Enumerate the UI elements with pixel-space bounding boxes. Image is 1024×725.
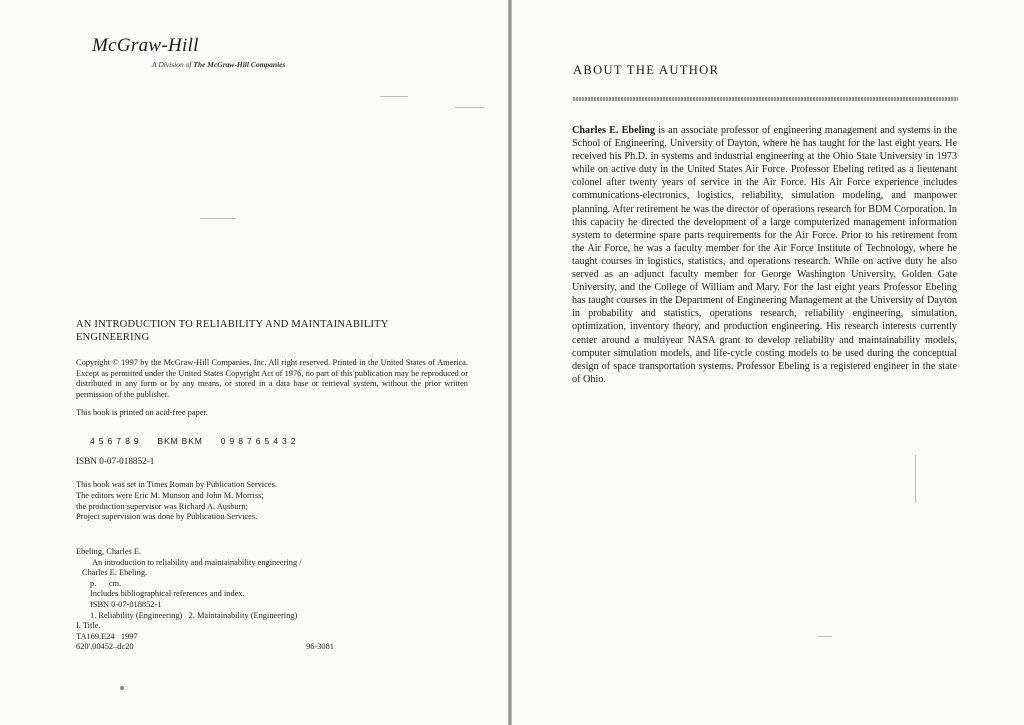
production-line: The editors were Eric M. Munson and John M. Morriss;	[76, 490, 264, 500]
production-line: This book was set in Times Roman by Publication Services.	[76, 480, 277, 489]
production-line: Project supervision was done by Publication Services.	[76, 512, 258, 522]
book-title-line-1: AN INTRODUCTION TO RELIABILITY AND MAINTAINABILITY	[76, 319, 389, 330]
scan-artifact	[120, 686, 124, 690]
cip-isbn: ISBN 0-07-018852-1	[90, 599, 162, 609]
cip-dewey-row	[76, 642, 334, 653]
publisher-division	[152, 60, 285, 69]
cip-dewey: 620'.00452–dc20	[76, 642, 134, 652]
book-title-line-2: ENGINEERING	[76, 332, 150, 343]
acid-free-note: This book is printed on acid-free paper.	[76, 408, 208, 417]
about-author-heading: ABOUT THE AUTHOR	[573, 63, 720, 77]
cip-lc-number: TA169.E24 1997	[76, 631, 138, 641]
scan-artifact	[200, 218, 236, 219]
scan-artifact	[380, 96, 408, 97]
author-bio-text: is an associate professor of engineering management and systems in the School of Engineering, University of Dayton, where he has taught for the last eight years. He received his Ph.D. in systems and industrial engineering at the Ohio State University in 1973 while on active duty in the United States Air Force. Professor Ebeling retired as a lieutenant colonel after twenty years of service in the Air Force. His Air Force experience includes communications-electronics, logistics, reliability, simulation modeling, and manpower planning. After retirement he was the director of operations research for BDM Corporation. In this capacity he directed the development of a large computerized management information system to determine spare parts requirements for the Air Force. Prior to his retirement from the Air Force, he was a faculty member for the Air Force Institute of Technology, where he taught courses in logistics, statistics, and operations research. While on active duty he also served as an adjunct faculty member for George Washington University, Golden Gate University, and the College of William and Mary. For the last eight years Professor Ebeling has taught courses in the Department of Engineering Management at the University of Dayton in probability and statistics, operations research, reliability engineering, simulation, optimization, inventory theory, and production engineering. His research interests currently center around a multiyear NASA grant to develop reliability and maintainability models, computer simulation models, and life-cycle costing models to be used during the conceptual design of space transportation systems. Professor Ebeling is a registered engineer in the state of Ohio.	[572, 125, 957, 385]
print-line	[90, 436, 296, 446]
division-prefix: A Division of	[152, 60, 194, 69]
cip-title: I. Title.	[76, 621, 101, 631]
cip-pages: p. cm.	[90, 578, 122, 588]
print-line-numbers: 4 5 6 7 8 9	[90, 436, 140, 446]
print-line-code: BKM BKM	[157, 436, 203, 446]
cip-includes: Includes bibliographical references and index.	[90, 589, 245, 599]
cip-catalog-number: 96-3081	[306, 642, 334, 652]
scan-artifact	[818, 636, 832, 637]
heading-rule	[573, 97, 958, 101]
print-line-year: 0 9 8 7 6 5 4 3 2	[220, 436, 297, 446]
production-credits	[76, 480, 406, 523]
isbn: ISBN 0-07-018852-1	[76, 456, 155, 466]
copyright-page	[0, 0, 508, 725]
cip-author: Ebeling, Charles E.	[76, 547, 142, 556]
author-bio	[572, 124, 957, 386]
cip-subjects: 1. Reliability (Engineering) 2. Maintainability (Engineering)	[90, 610, 298, 620]
cip-title-line: An introduction to reliability and maintainability engineering /	[92, 557, 302, 567]
about-author-page	[512, 0, 1024, 725]
division-brand: The McGraw-Hill Companies	[193, 60, 286, 69]
production-line: the production supervisor was Richard A. Ausburn;	[76, 501, 248, 511]
cip-author-line: Charles E. Ebeling.	[82, 568, 148, 578]
scan-artifact	[915, 455, 916, 503]
author-name: Charles E. Ebeling	[572, 125, 656, 136]
cip-data-block	[76, 547, 376, 653]
copyright-notice: Copyright © 1997 by the McGraw-Hill Companies, Inc. All right reserved. Printed in the United States of America. Except as permitted under the United States Copyright Act of 1976, no part of this publication may be reproduced or distributed in any form or by any means, or stored in a data base or retrieval system, without the prior written permission of the publisher.	[76, 358, 468, 399]
scan-artifact	[455, 107, 485, 108]
book-title	[76, 318, 476, 344]
publisher-logo: McGraw-Hill	[92, 35, 199, 56]
